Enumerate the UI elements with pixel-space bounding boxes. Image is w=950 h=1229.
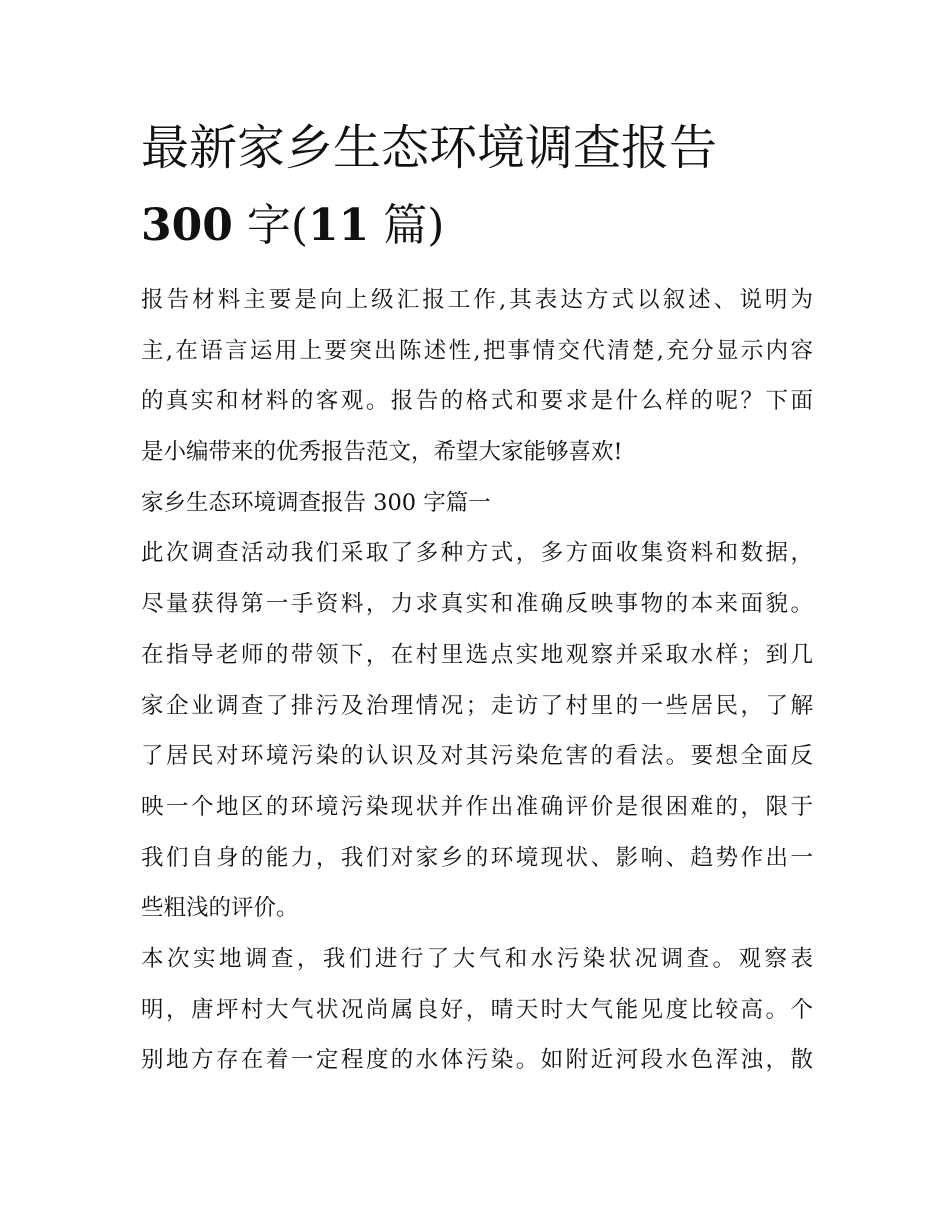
- body-line: 是小编带来的优秀报告范文，希望大家能够喜欢!: [141, 439, 623, 466]
- title-unit-close: 篇): [369, 200, 445, 251]
- body-line: 些粗浅的评价。: [141, 895, 299, 922]
- section-heading: 家乡生态环境调查报告 300 字篇一: [141, 489, 491, 516]
- body-line: 的真实和材料的客观。报告的格式和要求是什么样的呢？下面: [141, 388, 813, 415]
- body-line: 我们自身的能力，我们对家乡的环境现状、影响、趋势作出一: [141, 844, 813, 871]
- title-article-count: 11: [308, 200, 370, 251]
- document-title-line2: [141, 196, 813, 256]
- body-line: 报告材料主要是向上级汇报工作,其表达方式以叙述、说明为: [141, 287, 813, 313]
- title-unit: 字(: [232, 200, 309, 251]
- body-line: 了居民对环境污染的认识及对其污染危害的看法。要想全面反: [141, 743, 813, 770]
- body-line: 别地方存在着一定程度的水体污染。如附近河段水色浑浊，散: [141, 1047, 813, 1074]
- body-line: 主,在语言运用上要突出陈述性,把事情交代清楚,充分显示内容: [141, 337, 813, 364]
- body-line: 尽量获得第一手资料，力求真实和准确反映事物的本来面貌。: [141, 591, 813, 618]
- body-line: 本次实地调查，我们进行了大气和水污染状况调查。观察表: [141, 945, 813, 972]
- document-title-line1: 最新家乡生态环境调查报告: [141, 120, 718, 176]
- body-line: 在指导老师的带领下，在村里选点实地观察并采取水样；到几: [141, 641, 813, 668]
- body-line: 映一个地区的环境污染现状并作出准确评价是很困难的，限于: [141, 793, 813, 820]
- body-line: 明，唐坪村大气状况尚属良好，晴天时大气能见度比较高。个: [141, 996, 813, 1023]
- title-word-count: 300: [141, 200, 233, 251]
- body-line: 家企业调查了排污及治理情况；走访了村里的一些居民，了解: [141, 692, 813, 719]
- body-line: 此次调查活动我们采取了多种方式，多方面收集资料和数据，: [141, 540, 813, 567]
- document-body: [141, 275, 813, 1086]
